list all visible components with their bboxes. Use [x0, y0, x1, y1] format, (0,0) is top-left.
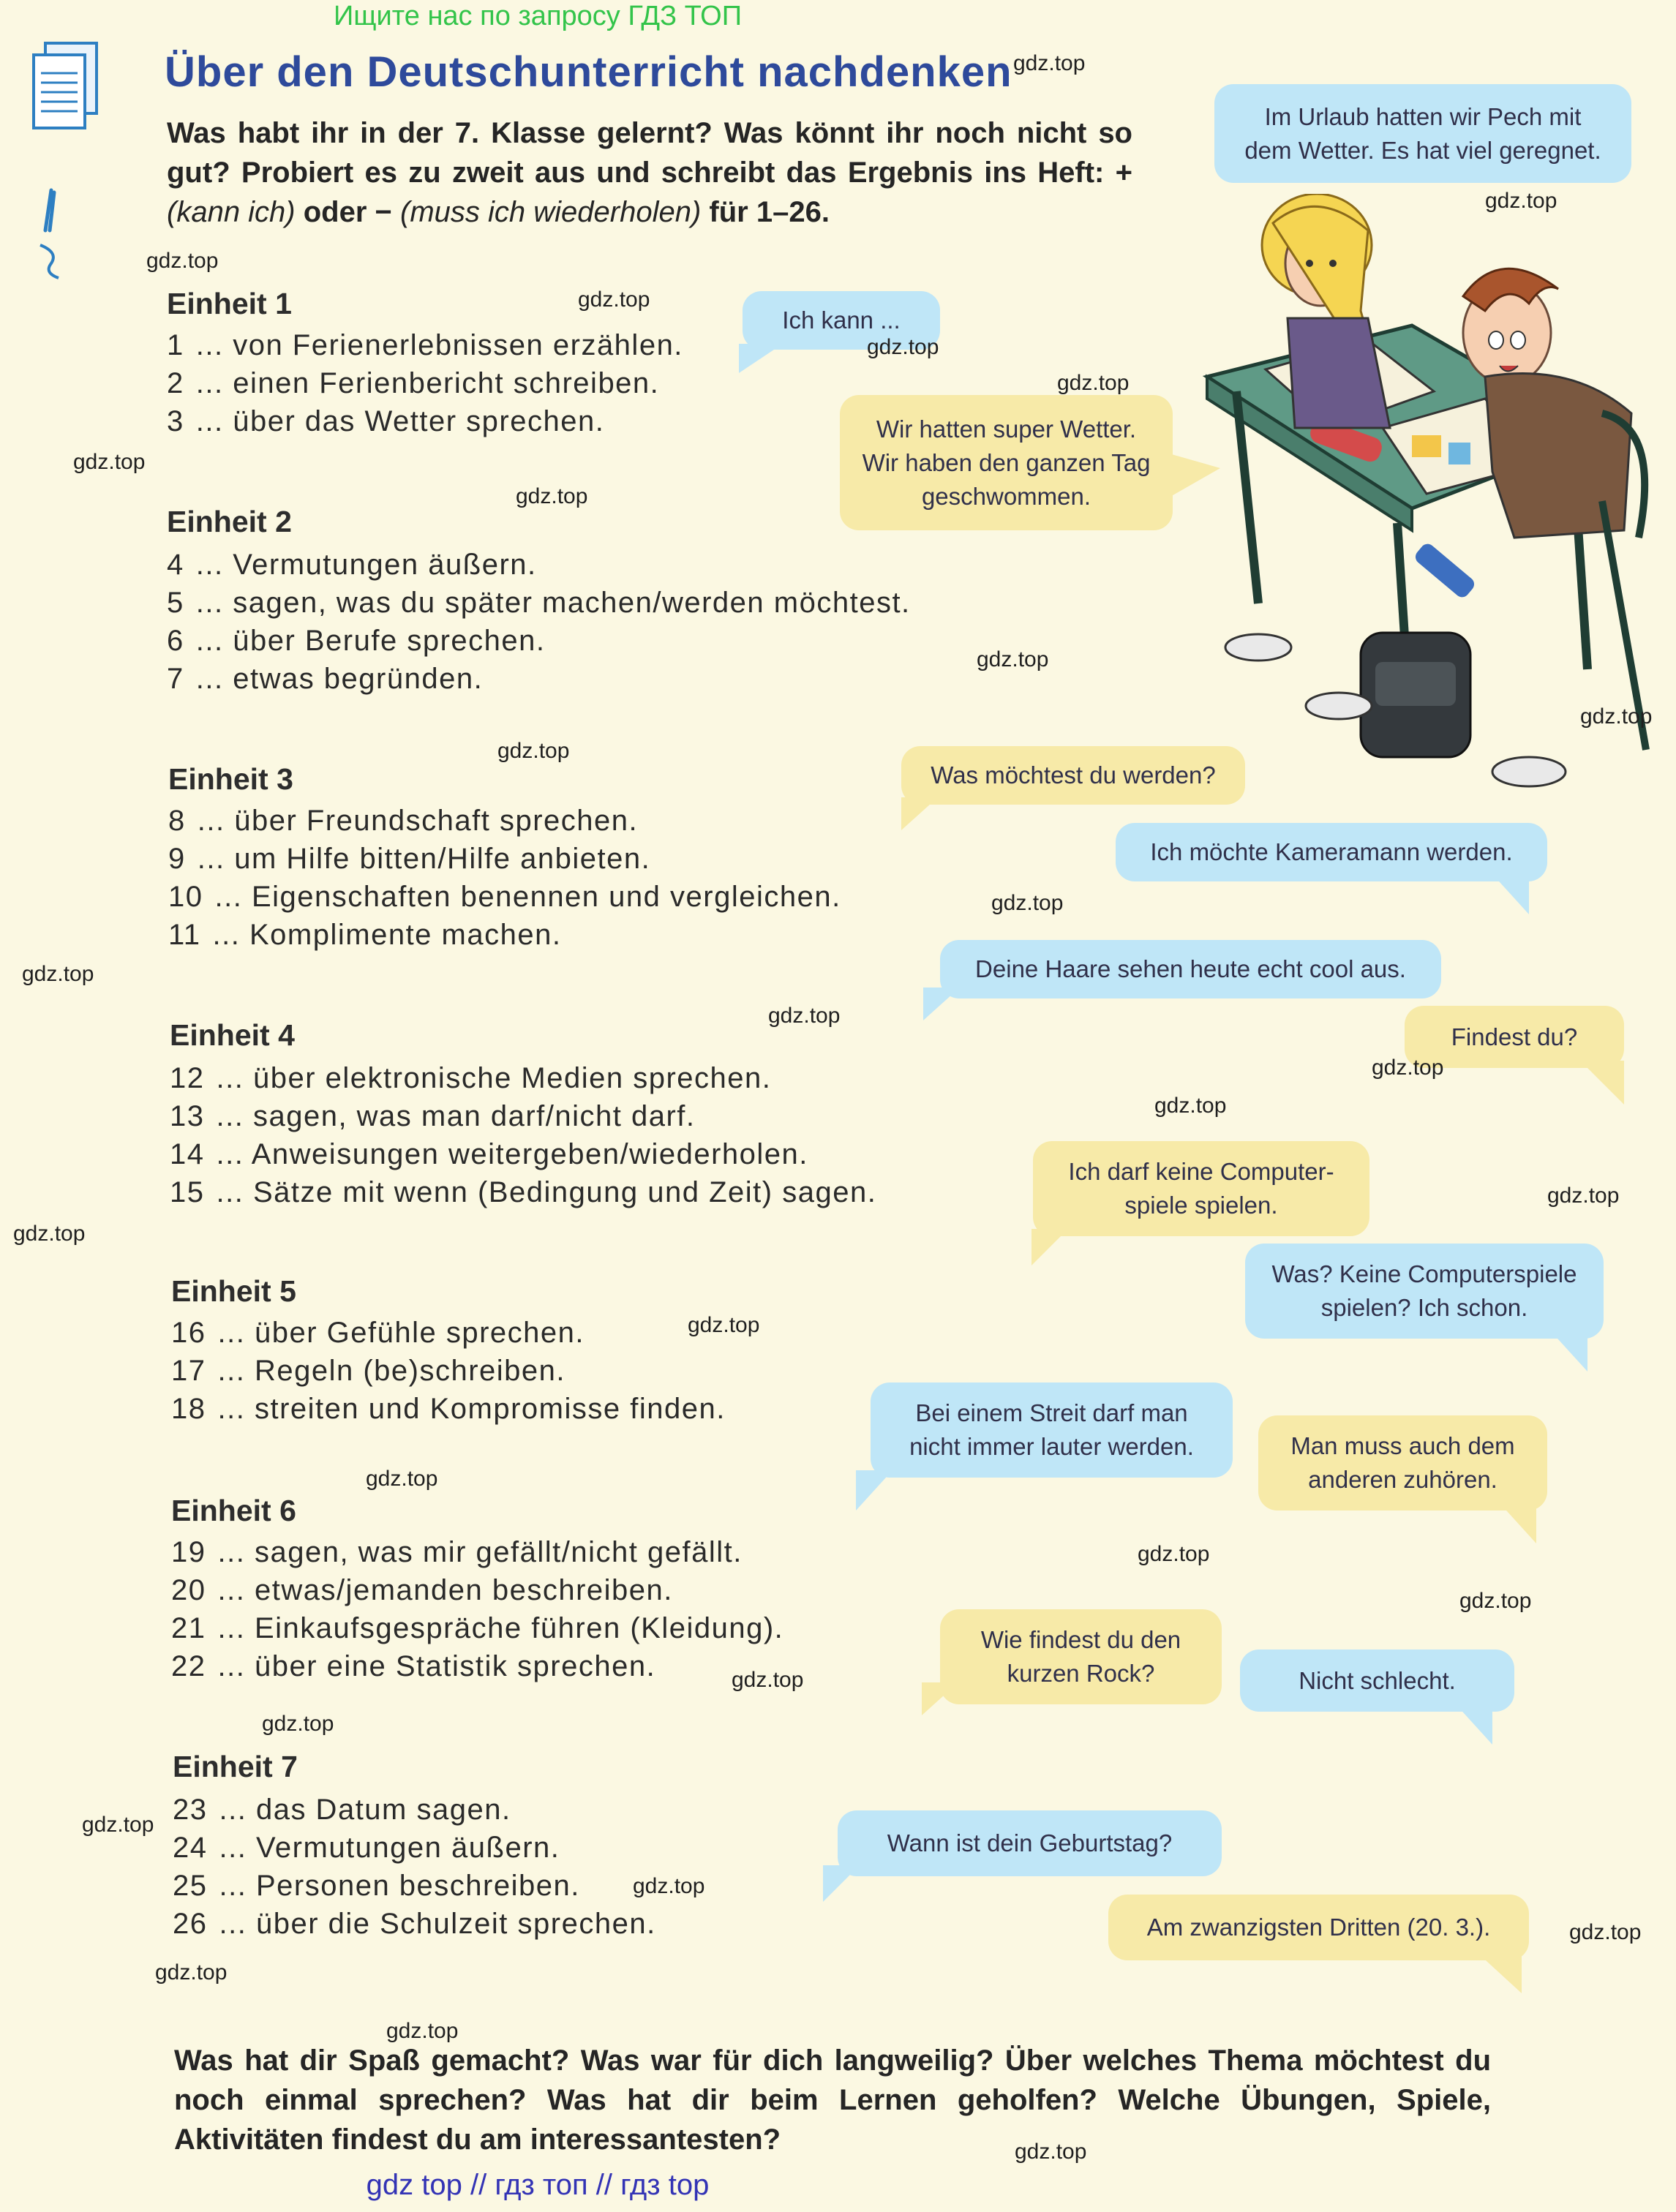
list-item: 15 ... Sätze mit wenn (Bedingung und Zeit) sagen. — [170, 1176, 877, 1208]
watermark: gdz.top — [1015, 2140, 1087, 2164]
watermark: gdz.top — [1485, 189, 1557, 213]
watermark: gdz.top — [688, 1313, 760, 1337]
unit-heading: Einheit 6 — [171, 1494, 296, 1527]
watermark: gdz.top — [1547, 1184, 1620, 1208]
speech-bubble: Ich möchte Kameramann werden. — [1116, 823, 1547, 881]
speech-bubble: Ich kann ... — [743, 291, 940, 350]
list-item: 17 ... Regeln (be)schreiben. — [171, 1355, 566, 1387]
speech-bubble: Deine Haare sehen heute echt cool aus. — [940, 940, 1441, 998]
speech-bubble: Was? Keine Computerspiele spielen? Ich schon. — [1245, 1244, 1604, 1339]
unit-heading: Einheit 2 — [167, 505, 292, 538]
list-item: 8 ... über Freundschaft sprechen. — [168, 805, 639, 837]
unit-heading: Einheit 3 — [168, 762, 293, 796]
bubble-tail — [923, 988, 960, 1020]
task-instruction: Was habt ihr in der 7. Klasse gelernt? Was könnt ihr noch nicht so gut? Probiert es zu zweit aus und schreibt das Ergebnis ins Heft: + (kann ich) oder − (muss ich wiederholen) für 1–26. — [167, 117, 1132, 228]
list-item: 6 ... über Berufe sprechen. — [167, 625, 546, 657]
speech-bubble: Findest du? — [1405, 1006, 1624, 1068]
watermark: gdz.top — [768, 1004, 841, 1028]
list-item: 1 ... von Ferienerlebnissen erzählen. — [167, 329, 683, 361]
bubble-tail — [922, 1682, 958, 1715]
watermark: gdz.top — [1372, 1056, 1444, 1080]
reflection-question: Was hat dir Spaß gemacht? Was war für dich langweilig? Über welches Thema möchtest du noch einmal sprechen? Was hat dir beim Lernen geholfen? Welche Übungen, Spiele, Aktivitäten findest du am interessantesten? — [174, 2044, 1491, 2156]
watermark: gdz.top — [155, 1960, 228, 1985]
list-item: 16 ... über Gefühle sprechen. — [171, 1317, 585, 1349]
exercise-marker-icon — [29, 187, 73, 289]
list-item: 11 ... Komplimente machen. — [168, 919, 562, 951]
speech-bubble: Wie findest du den kurzen Rock? — [940, 1609, 1222, 1704]
page-title: Über den Deutschunterricht nachdenken — [165, 48, 1012, 96]
watermark: gdz.top — [146, 249, 219, 273]
bubble-tail — [1551, 1331, 1587, 1372]
watermark: gdz.top — [867, 335, 939, 359]
watermark: gdz.top — [13, 1222, 86, 1246]
list-item: 20 ... etwas/jemanden beschreiben. — [171, 1574, 673, 1606]
bubble-tail — [856, 1470, 893, 1511]
watermark: gdz.top — [991, 891, 1064, 915]
search-hint-link[interactable]: Ищите нас по запросу ГДЗ ТОП — [333, 1, 743, 31]
watermark: gdz.top — [578, 287, 650, 312]
list-item: 26 ... über die Schulzeit sprechen. — [173, 1908, 656, 1940]
watermark: gdz.top — [1580, 704, 1653, 729]
list-item: 14 ... Anweisungen weitergeben/wiederholen. — [170, 1138, 808, 1170]
watermark: gdz.top — [1057, 371, 1130, 395]
watermark: gdz.top — [82, 1813, 154, 1837]
list-item: 7 ... etwas begründen. — [167, 663, 484, 695]
bubble-tail — [739, 344, 783, 373]
unit-heading: Einheit 1 — [167, 287, 292, 320]
bubble-tail — [823, 1865, 860, 1902]
list-item: 2 ... einen Ferienbericht schreiben. — [167, 367, 660, 399]
footer-links[interactable]: gdz top // гдз топ // гдз top — [366, 2169, 710, 2201]
bubble-tail — [1478, 1953, 1522, 1993]
bubble-tail — [1031, 1229, 1068, 1265]
watermark: gdz.top — [1154, 1094, 1227, 1118]
watermark: gdz.top — [1138, 1542, 1210, 1566]
list-item: 18 ... streiten und Kompromisse finden. — [171, 1393, 726, 1425]
list-item: 3 ... über das Wetter sprechen. — [167, 405, 605, 437]
bubble-tail — [1500, 1503, 1536, 1543]
list-item: 24 ... Vermutungen äußern. — [173, 1832, 560, 1864]
watermark: gdz.top — [1459, 1589, 1532, 1613]
watermark: gdz.top — [977, 647, 1049, 672]
bubble-tail — [1456, 1704, 1492, 1745]
speech-bubble: Bei einem Streit darf man nicht immer lauter werden. — [871, 1382, 1233, 1478]
watermark: gdz.top — [516, 484, 588, 508]
speech-bubble: Man muss auch dem anderen zuhören. — [1258, 1415, 1547, 1511]
speech-bubble: Wann ist dein Geburtstag? — [838, 1810, 1222, 1876]
speech-bubble: Wir hatten super Wetter. Wir haben den ganzen Tag geschwommen. — [840, 395, 1173, 530]
unit-heading: Einheit 5 — [171, 1274, 296, 1308]
bubble-tail — [1169, 454, 1220, 497]
speech-bubble: Ich darf keine Computer- spiele spielen. — [1033, 1141, 1369, 1236]
list-item: 9 ... um Hilfe bitten/Hilfe anbieten. — [168, 843, 651, 875]
bubble-tail — [1492, 874, 1529, 914]
list-item: 25 ... Personen beschreiben. — [173, 1870, 580, 1902]
list-item: 23 ... das Datum sagen. — [173, 1794, 511, 1826]
speech-bubble: Nicht schlecht. — [1240, 1649, 1514, 1712]
watermark: gdz.top — [1569, 1920, 1642, 1944]
list-item: 22 ... über eine Statistik sprechen. — [171, 1650, 656, 1682]
document-icon — [29, 40, 102, 135]
watermark: gdz.top — [386, 2019, 459, 2043]
list-item: 13 ... sagen, was man darf/nicht darf. — [170, 1100, 696, 1132]
watermark: gdz.top — [262, 1712, 334, 1736]
list-item: 10 ... Eigenschaften benennen und vergleichen. — [168, 881, 841, 913]
watermark: gdz.top — [1013, 51, 1086, 75]
speech-bubble: Am zwanzigsten Dritten (20. 3.). — [1108, 1895, 1529, 1960]
bubble-tail — [901, 797, 938, 830]
watermark: gdz.top — [366, 1467, 438, 1491]
list-item: 12 ... über elektronische Medien sprechen. — [170, 1062, 772, 1094]
unit-heading: Einheit 4 — [170, 1018, 295, 1052]
speech-bubble: Was möchtest du werden? — [901, 746, 1245, 805]
watermark: gdz.top — [22, 962, 94, 986]
list-item: 5 ... sagen, was du später machen/werden möchtest. — [167, 587, 911, 619]
watermark: gdz.top — [732, 1668, 804, 1692]
bubble-tail — [1580, 1061, 1624, 1105]
watermark: gdz.top — [497, 739, 570, 763]
list-item: 4 ... Vermutungen äußern. — [167, 549, 537, 581]
list-item: 21 ... Einkaufsgespräche führen (Kleidung). — [171, 1612, 784, 1644]
watermark: gdz.top — [633, 1874, 705, 1898]
unit-heading: Einheit 7 — [173, 1750, 298, 1783]
list-item: 19 ... sagen, was mir gefällt/nicht gefällt. — [171, 1536, 743, 1568]
speech-bubble: Im Urlaub hatten wir Pech mit dem Wetter. Es hat viel geregnet. — [1214, 84, 1631, 183]
watermark: gdz.top — [73, 450, 146, 474]
